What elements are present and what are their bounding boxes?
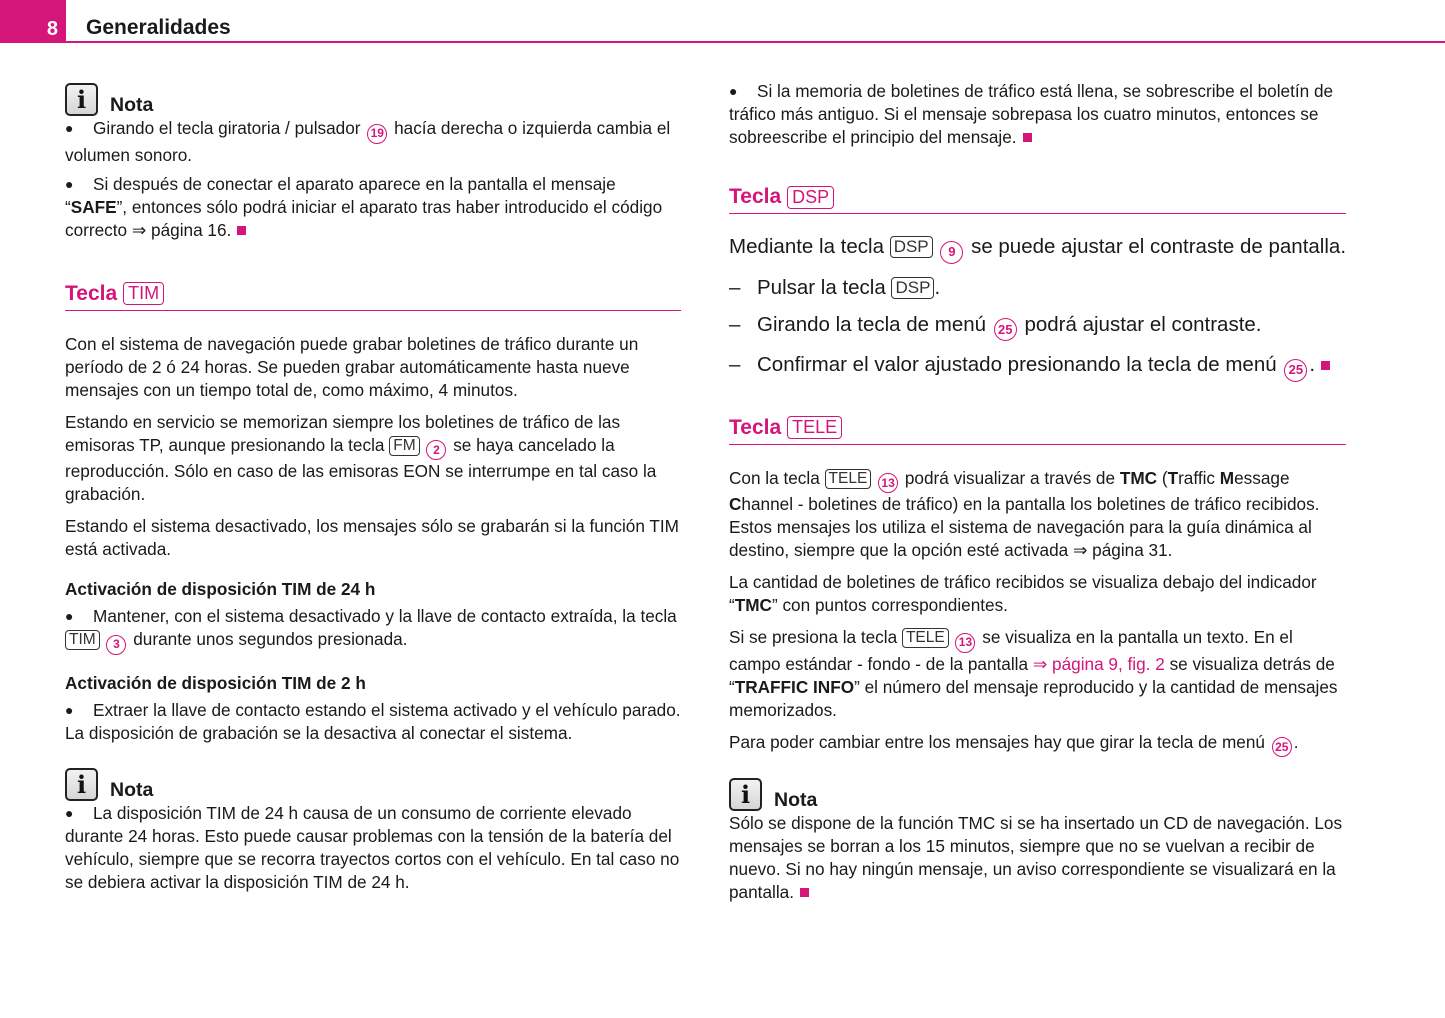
bullet-icon: ● — [65, 701, 74, 718]
note-bullet-tim: ● La disposición TIM de 24 h causa de un consumo de corriente elevado durante 24 horas. Esto puede causar problemas con la tensión de la batería del vehículo, siempre que se recorra trayectos cortos con el vehículo. En tal caso no se debiera activar la disposición TIM de 24 h. — [65, 802, 680, 892]
page-number: 8 — [0, 0, 66, 43]
section-heading-tele: Tecla TELE — [729, 416, 1346, 445]
ref-marker: 9 — [940, 241, 963, 264]
paragraph: Estando en servicio se memorizan siempre los boletines de tráfico de las emisoras TP, aunque presionando la tecla FM 2 se haya cancelado la reproducción. Sólo en caso de las emisoras EON se interrumpe en tal caso la grabación. — [65, 411, 657, 504]
ref-marker: 3 — [106, 635, 126, 655]
paragraph: Con la tecla TELE 13 podrá visualizar a través de TMC (Traffic Message Channel - boletines de tráfico) en la pantalla los boletines de tráfico recibidos. Estos mensajes los utiliza el sistema de navegación para la guía dinámica al destino, siempre que la opción esté activada ⇒ página 31. — [729, 467, 1320, 560]
list-item: ● Extraer la llave de contacto estando el sistema activado y el vehículo parado. La disposición de grabación se la desactiva al conectar el sistema. — [65, 699, 681, 743]
ref-marker: 25 — [1272, 737, 1292, 757]
key-label: TIM — [123, 282, 164, 305]
step-item: – Confirmar el valor ajustado presionando la tecla de menú 25 . — [729, 352, 1346, 382]
key-label: TELE — [787, 416, 842, 439]
key-label: TIM — [65, 630, 100, 650]
ref-marker: 19 — [367, 124, 387, 144]
note-title: Nota — [110, 94, 154, 116]
section-heading-tim: Tecla TIM — [65, 282, 681, 311]
key-label: DSP — [787, 186, 834, 209]
step-item: – Girando la tecla de menú 25 podrá ajustar el contraste. — [729, 312, 1346, 342]
info-icon: i — [65, 83, 98, 116]
key-label: TELE — [902, 628, 949, 648]
sub-heading: Activación de disposición TIM de 24 h — [65, 579, 376, 599]
note-heading — [65, 80, 681, 116]
bullet-icon: ● — [65, 120, 74, 136]
key-label: DSP — [891, 277, 934, 299]
paragraph: Estando el sistema desactivado, los mensajes sólo se grabarán si la función TIM está activada. — [65, 516, 679, 559]
note-heading — [65, 765, 681, 801]
section-end-icon — [1023, 133, 1032, 142]
bullet-icon: ● — [65, 804, 74, 821]
header-rule — [0, 41, 1445, 43]
section-end-icon — [1321, 361, 1330, 370]
note-text: Sólo se dispone de la función TMC si se ha insertado un CD de navegación. Los mensajes se borran a los 15 minutos, siempre que no se vuelvan a recibir de nuevo. Si no hay ningún mensaje, un aviso correspondiente se visualizará en la pantalla. — [729, 813, 1343, 902]
note-bullet-volume: ● Girando el tecla giratoria / pulsador 19 hacía derecha o izquierda cambia el volumen sonoro. — [65, 118, 671, 165]
page-reference-link[interactable]: ⇒ página 9, fig. 2 — [1032, 653, 1165, 674]
bullet-icon: ● — [729, 83, 738, 99]
info-icon: i — [729, 778, 762, 811]
note-heading — [729, 775, 1346, 811]
step-item: – Pulsar la tecla DSP . — [729, 275, 941, 299]
left-column — [65, 80, 681, 900]
paragraph: Si se presiona la tecla TELE 13 se visualiza en la pantalla un texto. En el campo estándar - fondo - de la pantalla ⇒ página 9, fig. 2 se visualiza detrás de “TRAFFIC INFO” el número del mensaje reproducido y la cantidad de mensajes memorizados. — [729, 627, 1338, 720]
section-end-icon — [237, 226, 246, 235]
paragraph: Con el sistema de navegación puede grabar boletines de tráfico durante un período de 2 ó 24 horas. Se pueden grabar automáticamente hasta nueve mensajes con un tiempo total de, como máximo, 4 minutos. — [65, 333, 639, 400]
note-title: Nota — [774, 789, 818, 811]
page-header — [0, 0, 1445, 44]
note-title: Nota — [110, 778, 154, 801]
ref-marker: 25 — [994, 318, 1017, 341]
chapter-title: Generalidades — [86, 16, 231, 39]
paragraph: Mediante la tecla DSP 9 se puede ajustar el contraste de pantalla. — [729, 234, 1346, 264]
ref-marker: 13 — [878, 473, 898, 493]
list-item: ● Mantener, con el sistema desactivado y la llave de contacto extraída, la tecla TIM 3 durante unos segundos presionada. — [65, 605, 681, 655]
key-label: TELE — [825, 469, 872, 489]
ref-marker: 25 — [1284, 359, 1307, 382]
paragraph: La cantidad de boletines de tráfico recibidos se visualiza debajo del indicador “TMC” con puntos correspondientes. — [729, 572, 1317, 615]
info-icon: i — [65, 768, 98, 801]
key-label: DSP — [890, 236, 933, 258]
paragraph: Para poder cambiar entre los mensajes hay que girar la tecla de menú 25 . — [729, 731, 1346, 758]
key-label: FM — [389, 436, 419, 456]
ref-marker: 2 — [426, 440, 446, 460]
section-end-icon — [800, 888, 809, 897]
note-bullet-safe: ● Si después de conectar el aparato aparece en la pantalla el mensaje “SAFE”, entonces sólo podrá iniciar el aparato tras haber introducido el código correcto ⇒ página 16. — [65, 173, 663, 240]
sub-heading: Activación de disposición TIM de 2 h — [65, 672, 366, 693]
bullet-icon: ● — [65, 175, 74, 192]
bullet-icon: ● — [65, 608, 74, 624]
right-column — [729, 80, 1346, 913]
ref-marker: 13 — [955, 633, 975, 653]
section-heading-dsp: Tecla DSP — [729, 185, 1346, 214]
list-item: ● Si la memoria de boletines de tráfico está llena, se sobrescribe el boletín de tráfico más antiguo. Si el mensaje sobrepasa los cuatro minutos, entonces se sobreescribe el principio del mensaje. — [729, 81, 1334, 147]
